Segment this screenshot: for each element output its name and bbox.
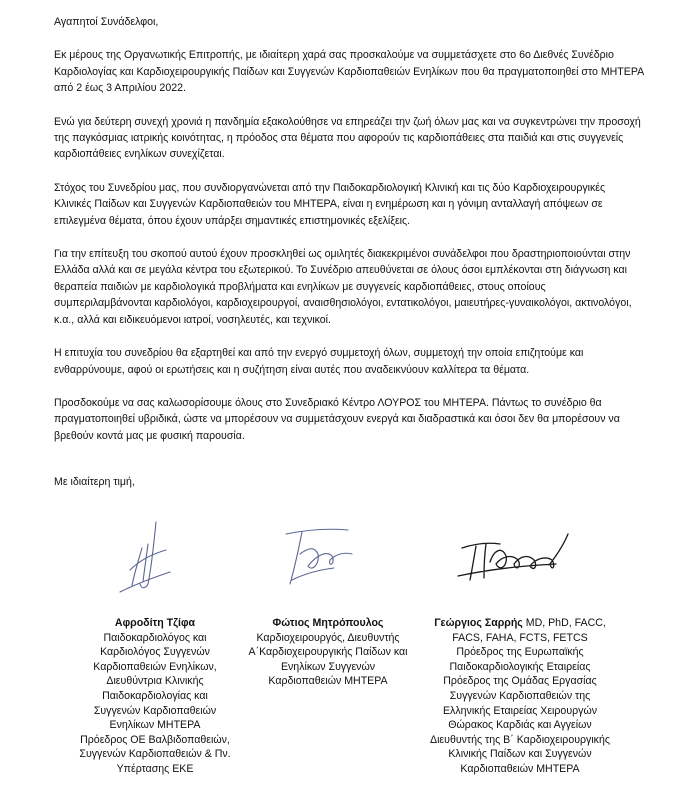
salutation: Αγαπητοί Συνάδελφοι, bbox=[54, 16, 159, 28]
signatory-title-line: Πρόεδρος ΟΕ Βαλβιδοπαθειών, bbox=[80, 733, 230, 746]
signatory-title-line: Ενηλίκων ΜΗΤΕΡΑ bbox=[109, 719, 201, 732]
handwritten-signature-1 bbox=[112, 514, 182, 596]
signatory-title-line: Ελληνικής Εταιρείας Χειρουργών bbox=[442, 704, 598, 717]
signatory-title-line: Συγγενών Καρδιοπαθειών & Πν. bbox=[79, 748, 231, 761]
paragraph-venue: Προσδοκούμε να σας καλωσορίσουμε όλους στο Συνεδριακό Κέντρο ΛΟΥΡΟΣ του ΜΗΤΕΡΑ. Πάντως το συνέδριο θα πραγματοποιηθεί υβριδικά, ώστε να μπορέσουν να συμμετάσχουν ενεργά και διαδραστικά και όσοι δεν θα μπορέσουν να βρεθούν κοντά μας με φυσική παρουσία. bbox=[54, 396, 620, 442]
signatory-title-line: Πρόεδρος της Ομάδας Εργασίας bbox=[443, 675, 597, 688]
signatory-title-line: Παιδοκαρδιολογικής Εταιρείας bbox=[449, 660, 591, 673]
signatory-title-line: Συγγενών Καρδιοπαθειών bbox=[93, 704, 217, 717]
paragraph-goal: Στόχος του Συνεδρίου μας, που συνδιοργανώνεται από την Παιδοκαρδιολογική Κλινική και τις δύο Καρδιοχειρουργικές Κλινικές Παίδων και Συγγενών Καρδιοπαθειών του ΜΗΤΕΡΑ, είναι η ενημέρωση και η γόνιμη ανταλλαγή απόψεων σε επιλεγμένα θέματα, όπου έχουν υπάρξει σημαντικές επιστημονικές εξελίξεις. bbox=[54, 181, 606, 227]
paragraph-pandemic: Ενώ για δεύτερη συνεχή χρονιά η πανδημία εξακολούθησε να επηρεάζει την ζωή όλων μας και να συγκεντρώνει την προσοχή της παγκόσμιας ιατρικής κοινότητας, η πρόοδος στα θέματα που αφορούν τις καρδιοπάθειες στα παιδιά και στις συγγενείς καρδιοπάθειες ενηλίκων συνεχίζεται. bbox=[54, 115, 641, 161]
signatory-title-line: Θώρακος Καρδιάς και Αγγείων bbox=[448, 719, 592, 732]
signatory-title-line: Παιδοκαρδιολόγος και bbox=[103, 631, 207, 644]
signatures bbox=[0, 508, 676, 798]
signatory-title-line: Πρόεδρος της Ευρωπαϊκής bbox=[456, 646, 584, 659]
signatory-title-line: Κλινικής Παίδων και Συγγενών bbox=[448, 748, 592, 761]
closing: Με ιδιαίτερη τιμή, bbox=[54, 476, 135, 489]
signatory-title-line: Διευθυντής της Β΄ Καρδιοχειρουργικής bbox=[430, 733, 610, 746]
handwritten-signature-2 bbox=[282, 524, 362, 590]
signatory-name: Φώτιος Μητρόπουλος bbox=[272, 617, 384, 629]
signatory-name: Γεώργιος Σαρρής bbox=[434, 617, 523, 629]
signatory-title-line: Παιδοκαρδιολογίας και bbox=[102, 689, 208, 702]
signatory-title-line: Διευθύντρια Κλινικής bbox=[106, 675, 204, 688]
paragraph-participation: Η επιτυχία του συνεδρίου θα εξαρτηθεί και από την ενεργό συμμετοχή όλων, συμμετοχή την οποία επιζητούμε και ενθαρρύνουμε, αφού οι ερωτήσεις και η συζήτηση είναι αυτές που αναδεικνύουν καλλίτερα τα θέματα. bbox=[54, 347, 584, 376]
signatory-title-line: Καρδιοπαθειών ΜΗΤΕΡΑ bbox=[460, 762, 580, 775]
signatory-title-line: Καρδιολόγος Συγγενών bbox=[100, 646, 210, 659]
signatory-title-line: Α΄Καρδιοχειρουργικής Παίδων και bbox=[248, 646, 408, 659]
signatory-title-line: Συγγενών Καρδιοπαθειών της bbox=[449, 689, 591, 702]
signatory-title-line: Καρδιοπαθειών ΜΗΤΕΡΑ bbox=[268, 675, 388, 688]
signatory-credentials: MD, PhD, FACC, bbox=[522, 617, 606, 629]
signatory-title-line: Υπέρτασης ΕΚΕ bbox=[116, 762, 194, 775]
signatory-sarris bbox=[400, 616, 640, 777]
signatory-name: Αφροδίτη Τζίφα bbox=[114, 617, 196, 629]
signatory-title-line: Ενηλίκων Συγγενών bbox=[280, 660, 376, 673]
paragraph-invitation: Εκ μέρους της Οργανωτικής Επιτροπής, με ιδιαίτερη χαρά σας προσκαλούμε να συμμετάσχετε στο 6ο Διεθνές Συνέδριο Καρδιολογίας και Καρδιοχειρουργικής Παίδων και Συγγενών Καρδιοπαθειών Ενηλίκων που θα πραγματοποιηθεί στο ΜΗΤΕΡΑ από 2 έως 3 Απριλίου 2022. bbox=[54, 49, 644, 95]
signatory-title-line: Καρδιοχειρουργός, Διευθυντής bbox=[256, 631, 400, 644]
handwritten-signature-3 bbox=[456, 520, 578, 586]
signatory-title-line: Καρδιοπαθειών Ενηλίκων, bbox=[93, 660, 217, 673]
signatory-title-line: FACS, FAHA, FCTS, FETCS bbox=[452, 631, 588, 644]
paragraph-speakers: Για την επίτευξη του σκοπού αυτού έχουν προσκληθεί ως ομιλητές διακεκριμένοι συνάδελφοι που δραστηριοποιούνται στην Ελλάδα αλλά και σε μεγάλα κέντρα του εξωτερικού. Το Συνέδριο απευθύνεται σε όλους όσοι εμπλέκονται στη διάγνωση και θεραπεία παιδιών με καρδιολογικά προβλήματα και ενηλίκων με συγγενείς καρδιοπάθειες, στους οποίους συμπεριλαμβάνονται καρδιολόγοι, καρδιοχειρουργοί, αναισθησιολόγοι, εντατικολόγοι, μαιευτήρες-γυναικολόγοι, ακτινολόγοι, κ.α., αλλά και ειδικευόμενοι ιατροί, νοσηλευτές, και τεχνικοί. bbox=[54, 248, 632, 326]
letter-body bbox=[54, 14, 644, 491]
